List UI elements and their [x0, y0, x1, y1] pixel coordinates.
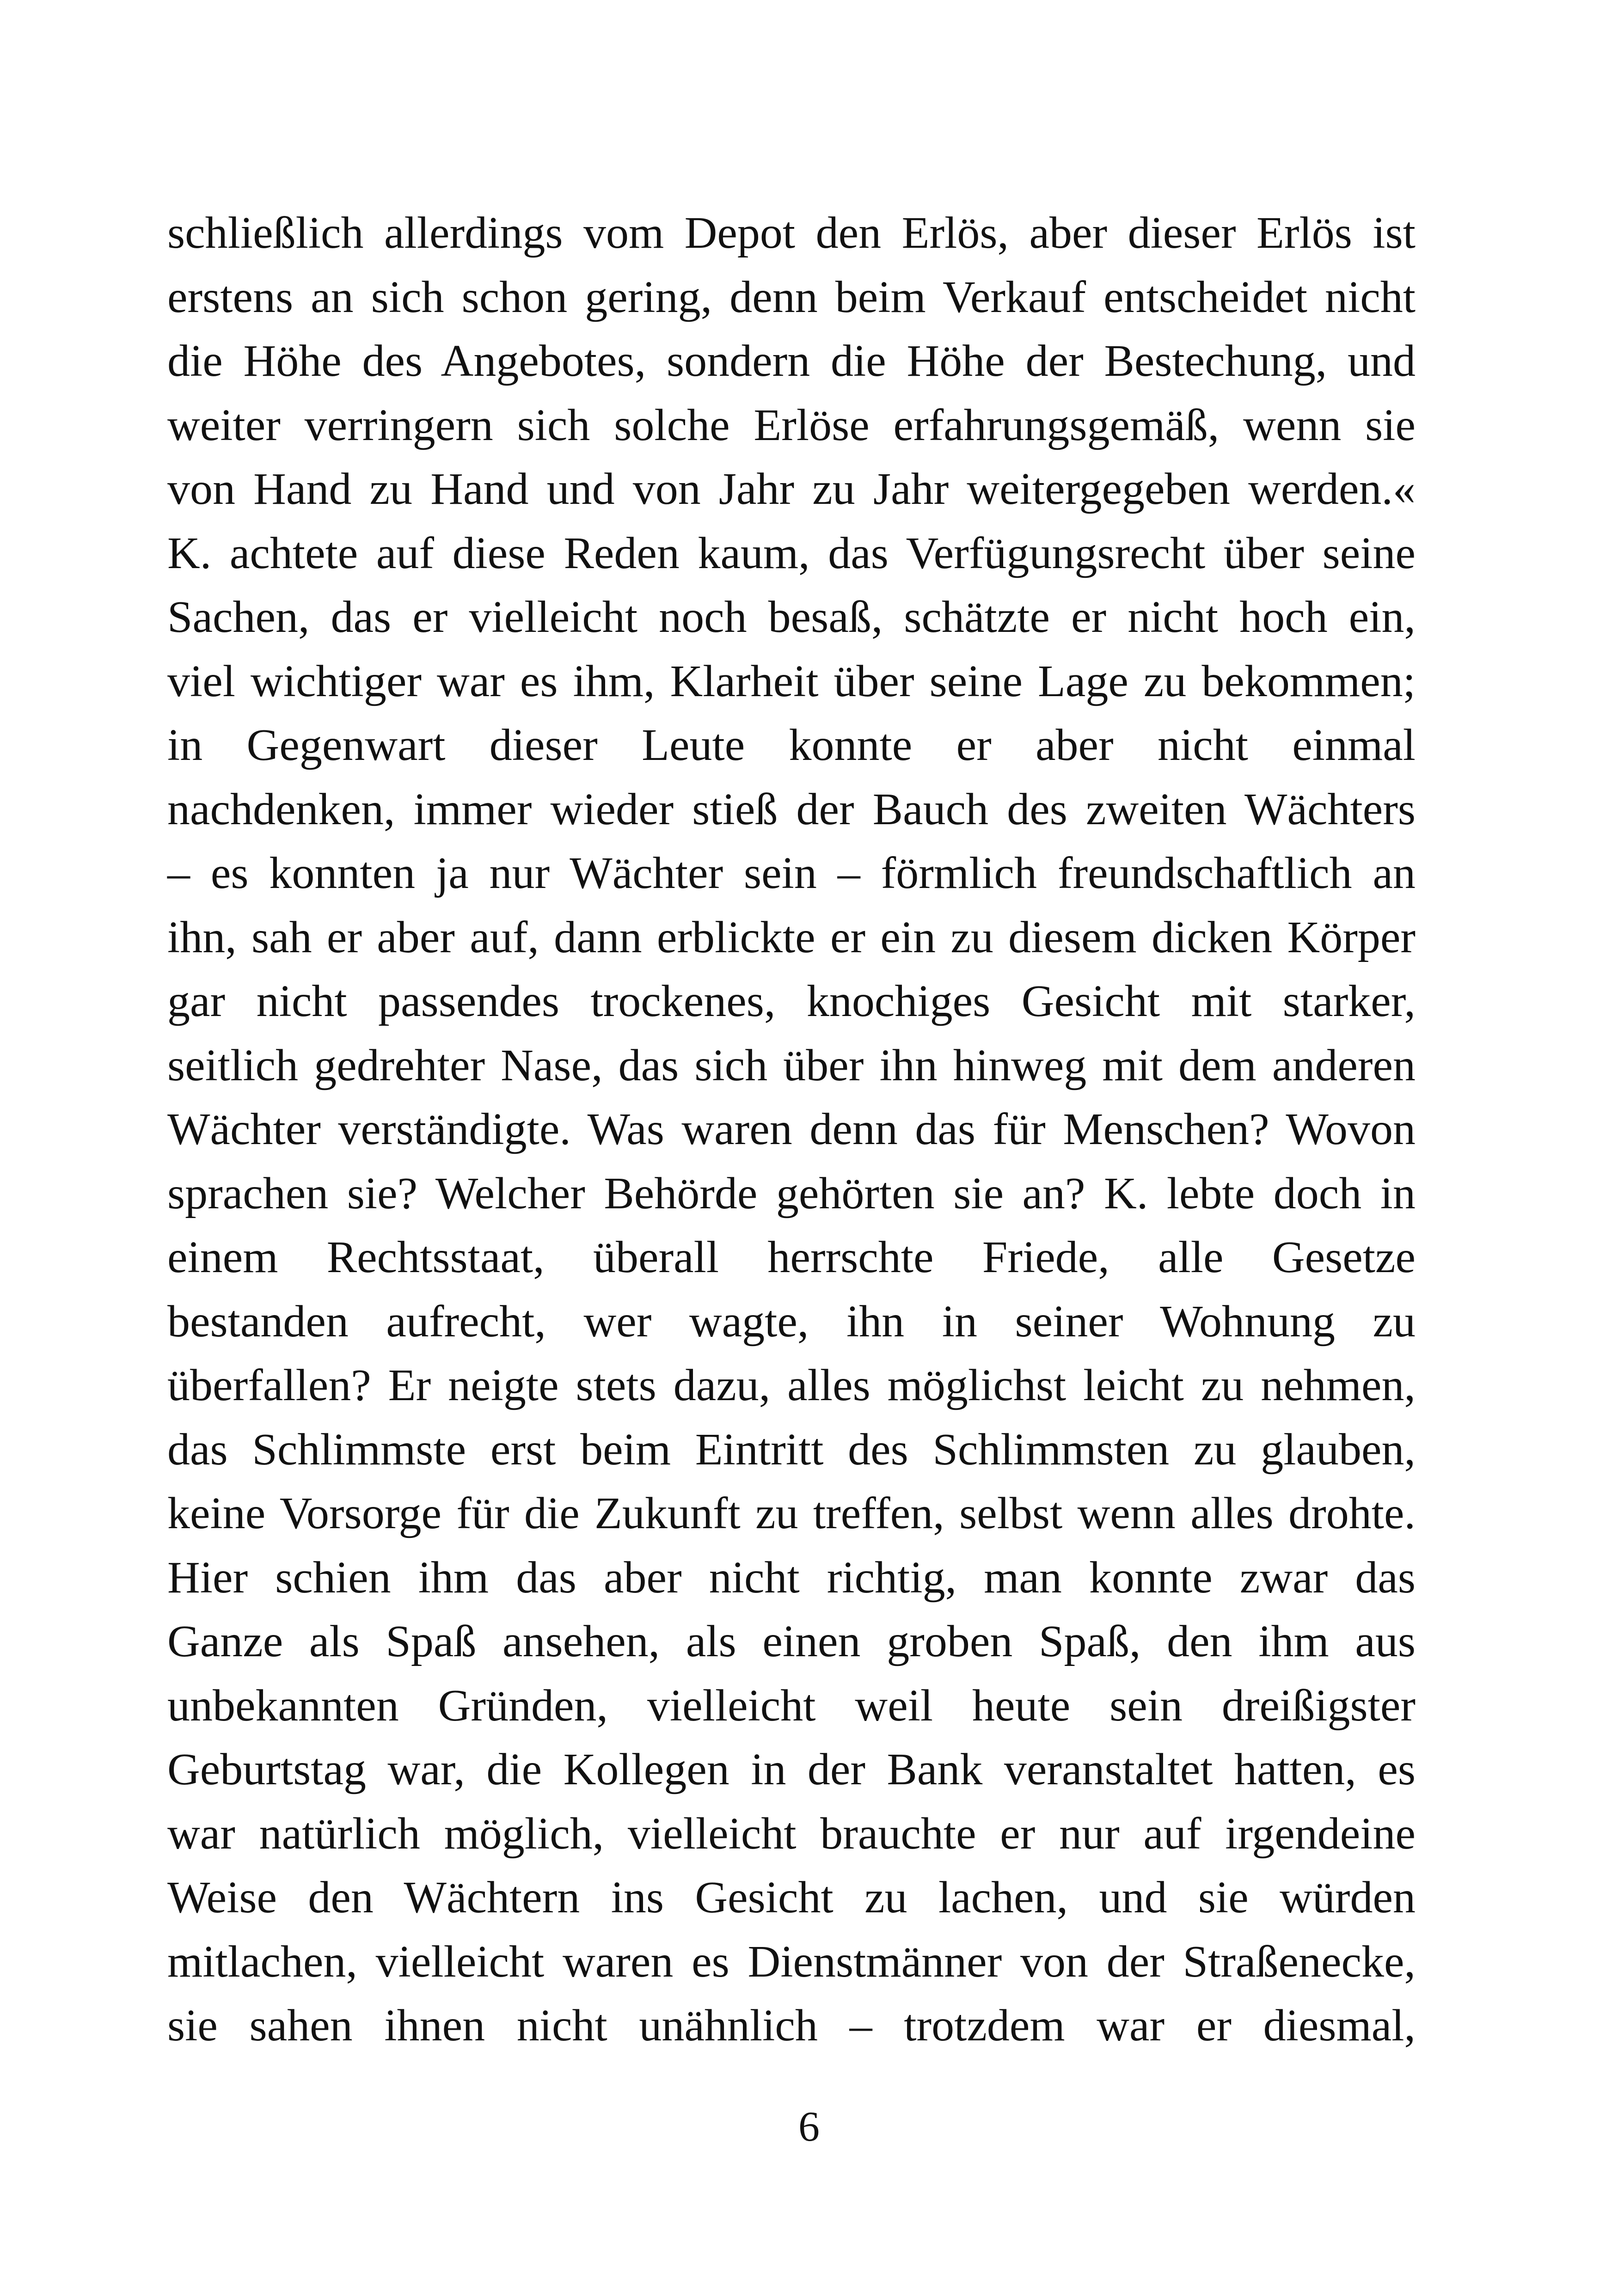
text-line: sie sahen ihnen nicht unähnlich – trotzdem war er diesmal, [167, 2001, 1416, 2051]
text-line: seitlich gedrehter Nase, das sich über ihn hinweg mit dem anderen [167, 1040, 1416, 1090]
text-line: war natürlich möglich, vielleicht brauchte er nur auf irgendeine [167, 1808, 1416, 1859]
text-line: ihn, sah er aber auf, dann erblickte er ein zu diesem dicken Körper [167, 912, 1416, 962]
text-line: Wächter verständigte. Was waren denn das für Menschen? Wovon [167, 1104, 1416, 1154]
text-line: – es konnten ja nur Wächter sein – förmlich freundschaftlich an [167, 848, 1416, 898]
text-line: Sachen, das er vielleicht noch besaß, schätzte er nicht hoch ein, [167, 592, 1416, 642]
text-line: erstens an sich schon gering, denn beim Verkauf entscheidet nicht [167, 272, 1416, 322]
text-line: unbekannten Gründen, vielleicht weil heute sein dreißigster [167, 1680, 1416, 1731]
text-line: Hier schien ihm das aber nicht richtig, man konnte zwar das [167, 1552, 1416, 1603]
text-line: keine Vorsorge für die Zukunft zu treffen, selbst wenn alles drohte. [167, 1488, 1416, 1538]
text-line: schließlich allerdings vom Depot den Erlös, aber dieser Erlös ist [167, 208, 1416, 258]
text-line: bestanden aufrecht, wer wagte, ihn in seiner Wohnung zu [167, 1296, 1416, 1347]
text-line: in Gegenwart dieser Leute konnte er aber nicht einmal [167, 720, 1416, 770]
text-line: mitlachen, vielleicht waren es Dienstmänner von der Straßenecke, [167, 1936, 1416, 1987]
page-number: 6 [798, 2103, 820, 2150]
text-line: von Hand zu Hand und von Jahr zu Jahr weitergegeben werden.« [167, 464, 1416, 514]
text-line: gar nicht passendes trockenes, knochiges Gesicht mit starker, [167, 976, 1416, 1026]
text-line: Geburtstag war, die Kollegen in der Bank veranstaltet hatten, es [167, 1745, 1416, 1794]
text-line: einem Rechtsstaat, überall herrschte Friede, alle Gesetze [167, 1232, 1416, 1282]
text-line: die Höhe des Angebotes, sondern die Höhe der Bestechung, und [167, 336, 1416, 386]
text-line: das Schlimmste erst beim Eintritt des Schlimmsten zu glauben, [167, 1424, 1416, 1475]
text-line: sprachen sie? Welcher Behörde gehörten sie an? K. lebte doch in [167, 1168, 1416, 1218]
text-line: überfallen? Er neigte stets dazu, alles möglichst leicht zu nehmen, [167, 1360, 1416, 1410]
text-line: K. achtete auf diese Reden kaum, das Verfügungsrecht über seine [167, 528, 1416, 578]
text-line: weiter verringern sich solche Erlöse erfahrungsgemäß, wenn sie [167, 400, 1416, 450]
text-line: viel wichtiger war es ihm, Klarheit über seine Lage zu bekommen; [167, 656, 1416, 706]
text-line: Ganze als Spaß ansehen, als einen groben Spaß, den ihm aus [167, 1616, 1416, 1666]
body-text [167, 201, 1416, 2058]
text-line: nachdenken, immer wieder stieß der Bauch des zweiten Wächters [167, 784, 1416, 834]
text-line: Weise den Wächtern ins Gesicht zu lachen, und sie würden [167, 1873, 1416, 1923]
